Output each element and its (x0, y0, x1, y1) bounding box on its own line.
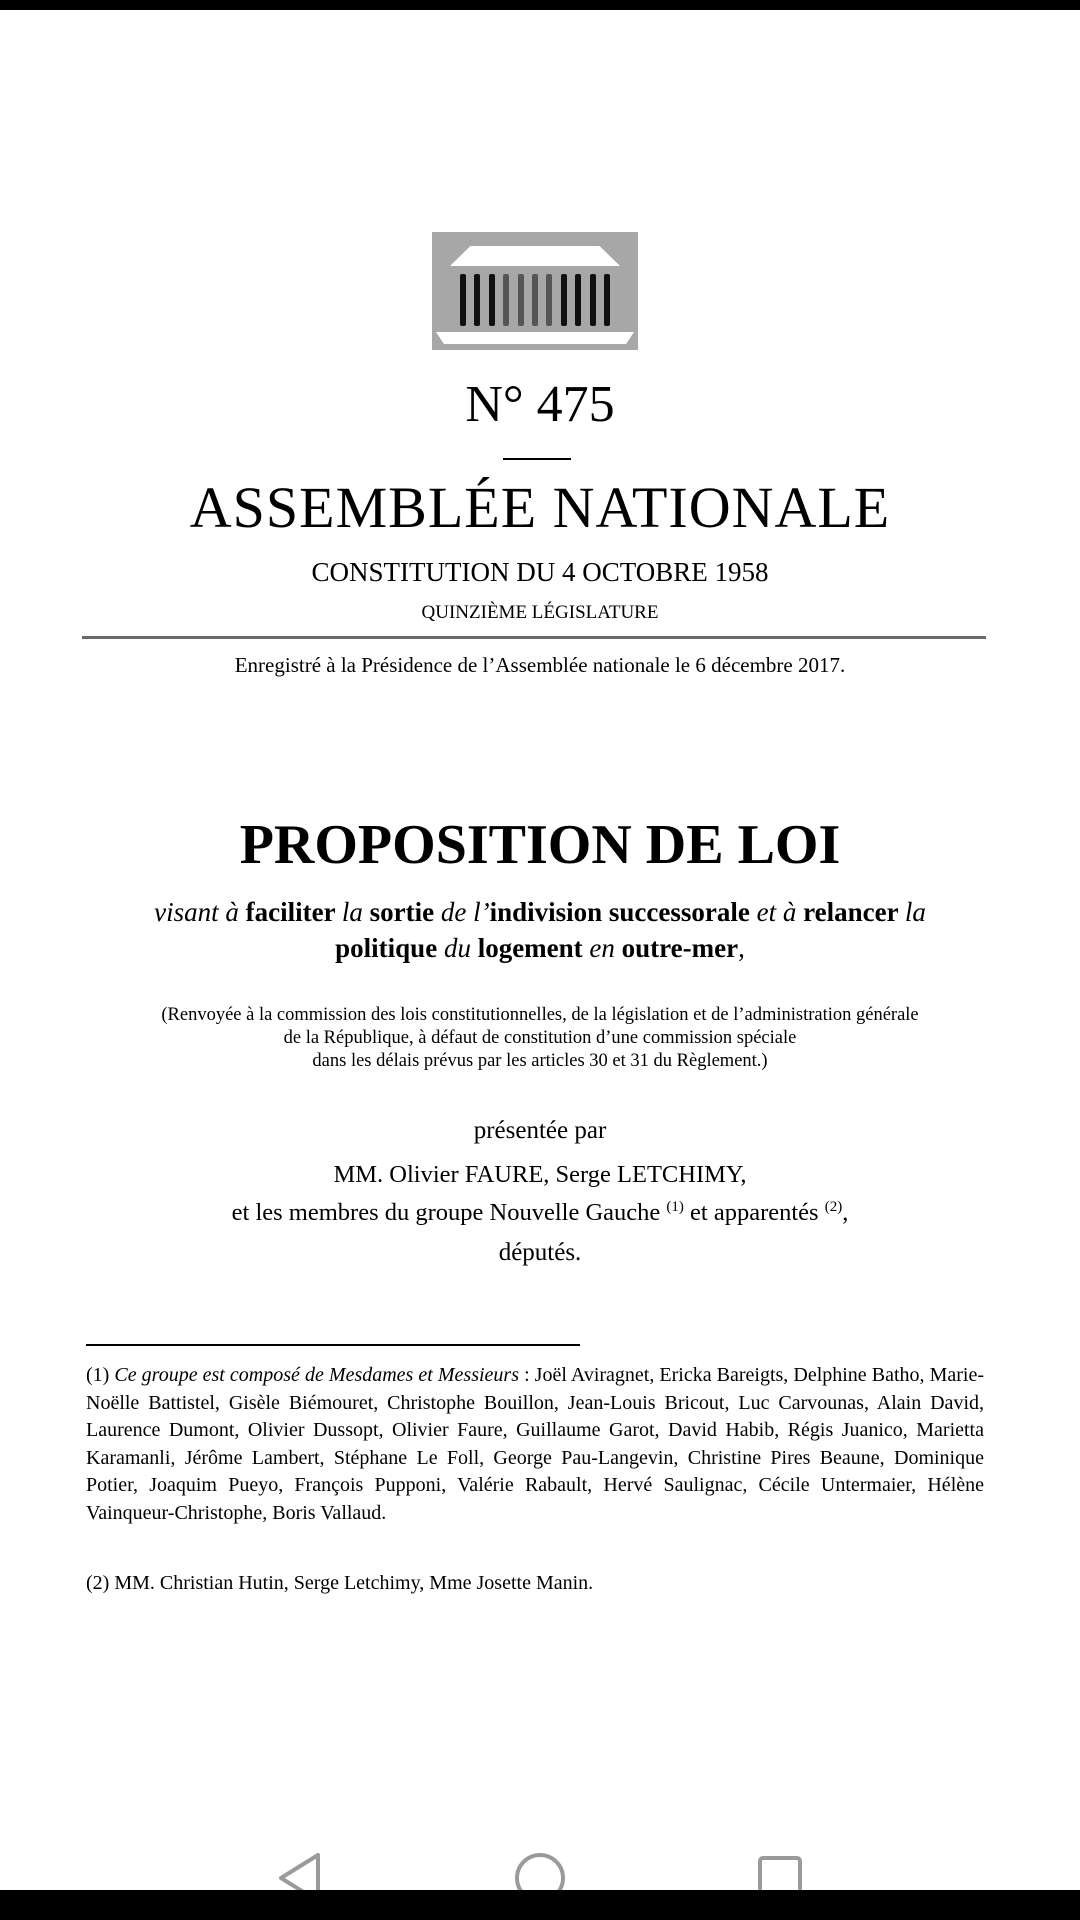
referral-note (0, 1004, 1080, 1073)
subject-fragment: faciliter (245, 897, 342, 927)
assemblee-logo (432, 232, 638, 350)
subject-fragment: outre-mer (621, 933, 739, 963)
document-number: N° 475 (465, 376, 615, 433)
footnote-2: (2) MM. Christian Hutin, Serge Letchimy, Mme Josette Manin. (86, 1572, 594, 1594)
referral-line: de la République, à défaut de constitution d’une commission spéciale (283, 1028, 797, 1048)
footnote-ref: (1) (666, 1199, 684, 1215)
legislature-line: QUINZIÈME LÉGISLATURE (421, 602, 659, 623)
subject-fragment: visant à (154, 897, 246, 927)
subject-fragment: de (440, 897, 474, 927)
document-page (0, 10, 1080, 1890)
footnote-1: (1) Ce groupe est composé de Mesdames et Messieurs : Joël Aviragnet, Ericka Bareigts, Delphine Batho, Marie-Noëlle Battistel, Gisèle Biémouret, Christophe Bouillon, Jean-Louis Bricout, Luc Carvounas, Alain David, Laurence Dumont, Olivier Dussopt, Olivier Faure, Guillaume Garot, David Habib, Régis Juanico, Marietta Karamanli, Jérôme Lambert, Stéphane Le Foll, George Pau-Langevin, Christine Pires Beaune, Dominique Potier, Joaquim Pueyo, François Pupponi, Valérie Rabault, Hervé Saulignac, Cécile Untermaier, Hélène Vainqueur-Christophe, Boris Vallaud. (86, 1364, 984, 1524)
subject-fragment: et à (756, 897, 804, 927)
android-nav-bar (0, 1840, 1080, 1890)
recents-square-icon[interactable] (750, 1848, 810, 1890)
footnote-ref: (2) (824, 1199, 843, 1215)
header-divider (82, 636, 986, 639)
referral-line: dans les délais prévus par les articles 30 et 31 du Règlement.) (312, 1051, 768, 1071)
bill-subject (0, 894, 1080, 966)
institution-name: ASSEMBLÉE NATIONALE (189, 475, 891, 540)
referral-line: (Renvoyée à la commission des lois constitutionnelles, de la législation et de l’administration générale (161, 1005, 919, 1025)
subject-fragment: l’ (473, 897, 490, 927)
subject-fragment: relancer (803, 897, 905, 927)
authors (0, 1158, 1080, 1229)
subject-fragment: indivision successorale (489, 897, 757, 927)
presented-by: présentée par (473, 1117, 607, 1144)
subject-fragment: du (443, 933, 478, 963)
authors-line: MM. Olivier FAURE, Serge LETCHIMY, (333, 1161, 747, 1188)
subject-fragment: logement (477, 933, 590, 963)
subject-fragment: la (341, 897, 370, 927)
document-title: PROPOSITION DE LOI (239, 814, 841, 876)
deputies-label: députés. (498, 1239, 582, 1266)
subject-fragment: politique (335, 933, 444, 963)
short-divider (503, 458, 571, 460)
home-circle-icon[interactable] (510, 1848, 570, 1890)
subject-fragment: , (738, 933, 745, 963)
back-triangle-icon[interactable] (270, 1848, 330, 1890)
footnote-divider (86, 1344, 580, 1346)
constitution-line: CONSTITUTION DU 4 OCTOBRE 1958 (311, 557, 769, 587)
subject-fragment: en (589, 933, 622, 963)
authors-line: et les membres du groupe Nouvelle Gauche $^{(1)}$ et apparentés $^{(2)}$, (231, 1199, 849, 1227)
subject-fragment: sortie (369, 897, 441, 927)
registration-line: Enregistré à la Présidence de l’Assemblée nationale le 6 décembre 2017. (234, 653, 846, 677)
subject-fragment: la (904, 897, 926, 927)
